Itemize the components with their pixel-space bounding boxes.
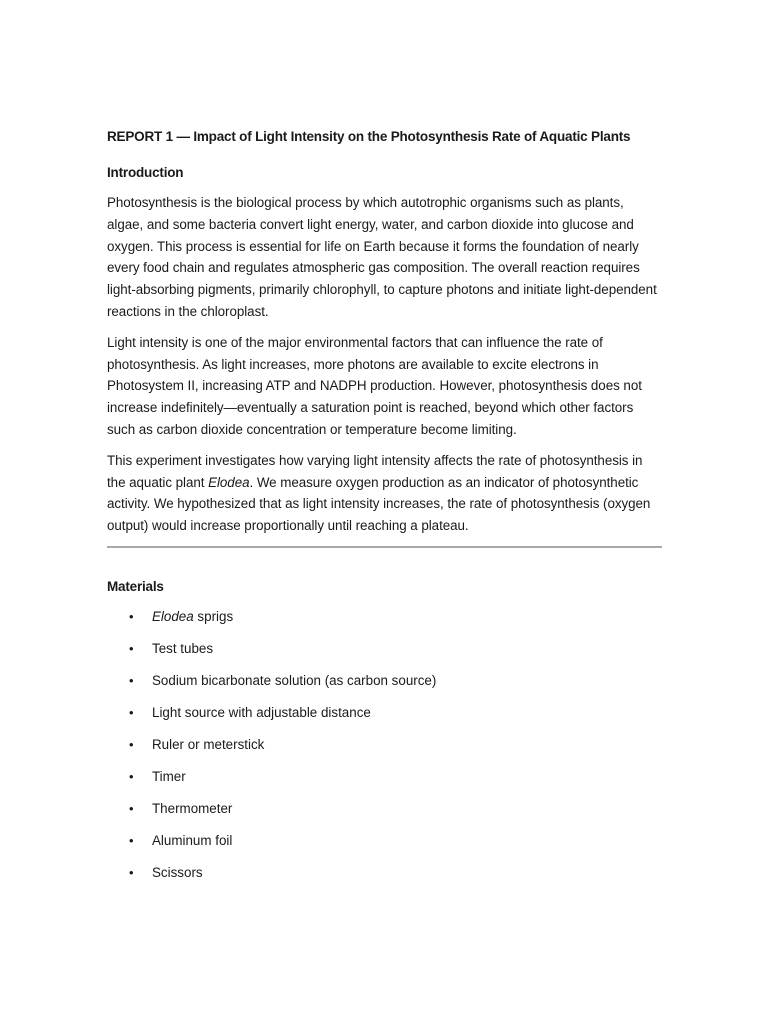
intro-paragraph-1: Photosynthesis is the biological process by which autotrophic organisms such as plants, algae, and some bacteria convert light energy, water, and carbon dioxide into glucose and oxygen. This process is essential for life on Earth because it forms the foundation of nearly every food chain and regulates atmospheric gas composition. The overall reaction requires light-absorbing pigments, primarily chlorophyll, to capture photons and initiate light-dependent reactions in the chloroplast.: [107, 195, 657, 319]
item-text: Sodium bicarbonate solution (as carbon source): [152, 672, 437, 688]
list-item: [107, 830, 663, 862]
list-item: [107, 702, 663, 734]
bullet-icon: •: [129, 800, 134, 816]
item-text: Scissors: [152, 864, 203, 880]
intro-paragraph-2: Light intensity is one of the major environmental factors that can influence the rate of photosynthesis. As light increases, more photons are available to excite electrons in Photosystem II, increasing ATP and NADPH production. However, photosynthesis does not increase indefinitely—eventually a saturation point is reached, beyond which other factors such as carbon dioxide concentration or temperature become limiting.: [107, 334, 642, 437]
bullet-icon: •: [129, 640, 134, 656]
intro-paragraph-3: [107, 450, 663, 537]
item-text: Light source with adjustable distance: [152, 704, 371, 720]
item-text: Timer: [152, 768, 186, 784]
list-item: [107, 670, 663, 702]
bullet-icon: •: [129, 832, 134, 848]
intro-paragraph-3-start: This experiment investigates how varying light intensity affects the rate of photosynthesis in the aquatic plant: [107, 452, 643, 490]
item-text: sprigs: [193, 608, 234, 624]
list-item: [107, 606, 663, 638]
item-text: Thermometer: [152, 800, 233, 816]
bullet-icon: •: [129, 768, 134, 784]
document-page: [107, 126, 663, 894]
list-item: [107, 638, 663, 670]
list-item: [107, 766, 663, 798]
bullet-icon: •: [129, 608, 134, 624]
item-italic: Elodea: [152, 608, 194, 624]
materials-list: [107, 606, 663, 894]
item-text: Aluminum foil: [152, 832, 233, 848]
section-divider: [107, 546, 662, 548]
item-text: Test tubes: [152, 640, 214, 656]
list-item: [107, 798, 663, 830]
bullet-icon: •: [129, 736, 134, 752]
list-item: [107, 862, 663, 894]
report-title: REPORT 1 — Impact of Light Intensity on the Photosynthesis Rate of Aquatic Plants: [107, 129, 631, 144]
introduction-heading: Introduction: [107, 165, 184, 180]
materials-heading: Materials: [107, 578, 164, 594]
bullet-icon: •: [129, 704, 134, 720]
intro-paragraph-3-end: . We measure oxygen production as an indicator of photosynthetic activity. We hypothesized that as light intensity increases, the rate of photosynthesis (oxygen output) would increase proportionally until reaching a plateau.: [107, 474, 651, 534]
list-item: [107, 734, 663, 766]
bullet-icon: •: [129, 864, 134, 880]
bullet-icon: •: [129, 672, 134, 688]
intro-paragraph-3-italic: Elodea: [208, 474, 250, 490]
item-text: Ruler or meterstick: [152, 736, 265, 752]
